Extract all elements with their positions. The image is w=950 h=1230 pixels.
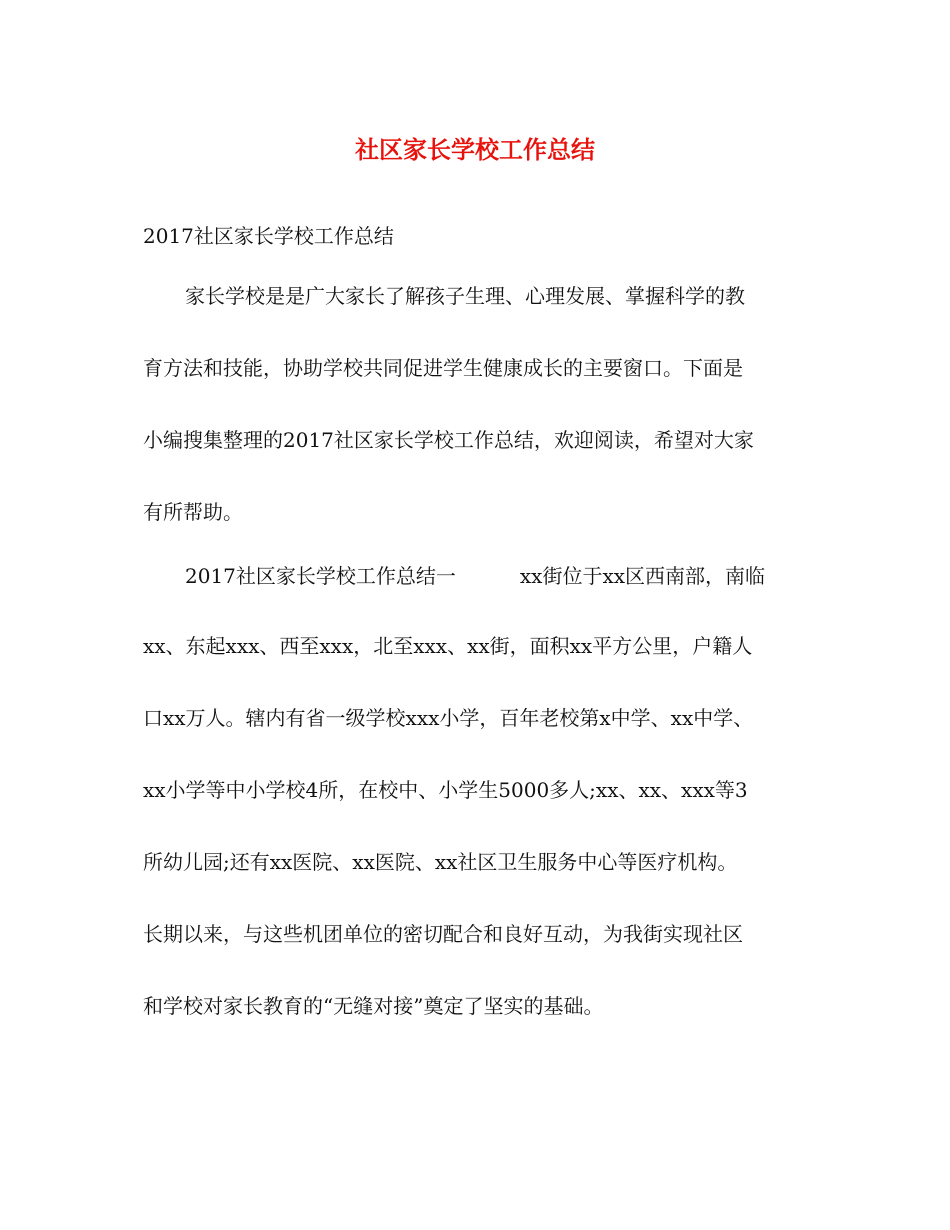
paragraph-line: 所幼儿园;还有xx医院、xx医院、xx社区卫生服务中心等医疗机构。 [143,850,738,874]
paragraph-line: 家长学校是是广大家长了解孩子生理、心理发展、掌握科学的教 [185,284,745,308]
section-heading: 2017社区家长学校工作总结一 [185,564,456,588]
paragraph-line: xx小学等中小学校4所，在校中、小学生5000多人;xx、xx、xxx等3 [143,778,748,802]
paragraph-line: 长期以来，与这些机团单位的密切配合和良好互动，为我街实现社区 [143,922,743,946]
paragraph-line: 口xx万人。辖内有省一级学校xxx小学，百年老校第x中学、xx中学、 [143,706,754,730]
paragraph-line: 小编搜集整理的2017社区家长学校工作总结，欢迎阅读，希望对大家 [143,428,754,452]
paragraph-line: 育方法和技能，协助学校共同促进学生健康成长的主要窗口。下面是 [143,356,743,380]
document-title: 社区家长学校工作总结 [355,135,595,164]
paragraph-line-start: xx街位于xx区西南部，南临 [519,564,766,588]
section-first-line [185,561,765,591]
paragraph-line: 有所帮助。 [143,500,243,524]
document-subtitle: 2017社区家长学校工作总结 [143,224,394,248]
paragraph-line: 和学校对家长教育的“无缝对接”奠定了坚实的基础。 [143,994,604,1018]
paragraph-line: xx、东起xxx、西至xxx，北至xxx、xx街，面积xx平方公里，户籍人 [143,634,753,658]
